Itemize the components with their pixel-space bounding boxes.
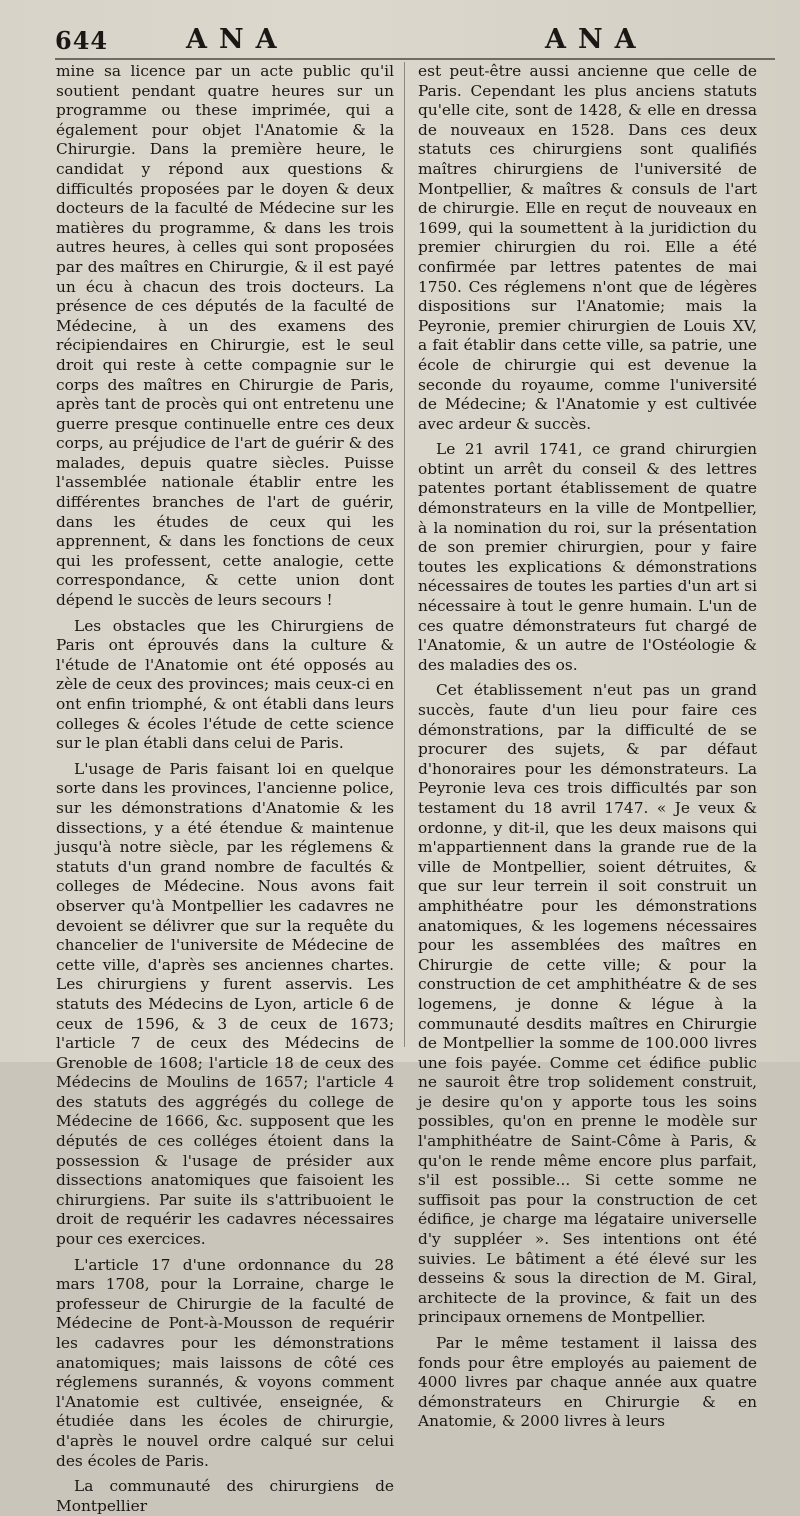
paragraph: est peut-être aussi ancienne que celle de Paris. Cependant les plus anciens statuts qu'elle cite, sont de 1428, & elle en dressa de nouveaux en 1528. Dans ces deux statuts ces chirurgiens sont qualifiés maîtres chirurgiens de l'université de Montpellier, & maîtres & consuls de l'art de chirurgie. Elle en reçut de nouveaux en 1699, qui la soumettent à la juridiction du premier chirurgien du roi. Elle a été confirmée par lettres patentes de mai 1750. Ces réglemens n'ont que de légères dispositions sur l'Anatomie; mais la Peyronie, premier chirurgien de Louis XV, a fait établir dans cette ville, sa patrie, une école de chirurgie qui est devenue la seconde du royaume, comme l'université de Médecine; & l'Anatomie y est cultivée avec ardeur & succès. [418,62,757,433]
left-column [56,62,394,1516]
paragraph: Le 21 avril 1741, ce grand chirurgien obtint un arrêt du conseil & des lettres patentes portant établissement de quatre démonstrateurs en la ville de Montpellier, à la nomination du roi, sur la présentation de son premier chirurgien, pour y faire toutes les explications & démonstrations nécessaires de toutes les parties d'un art si nécessaire à tout le genre humain. L'un de ces quatre démonstrateurs fut chargé de l'Anatomie, & un autre de l'Ostéologie & des maladies des os. [418,440,757,674]
header-rule [55,58,775,60]
left-running-head: ANA [186,24,289,55]
right-column [418,62,757,1432]
column-divider [404,62,405,1047]
paragraph: L'article 17 d'une ordonnance du 28 mars 1708, pour la Lorraine, charge le professeur de Chirurgie de la faculté de Médecine de Pont-à-Mousson de requérir les cadavres pour les démonstrations anatomiques; mais laissons de côté ces réglemens surannés, & voyons comment l'Anatomie est cultivée, enseignée, & étudiée dans les écoles de chirurgie, d'après le nouvel ordre calqué sur celui des écoles de Paris. [56,1255,394,1470]
paragraph: La communauté des chirurgiens de Montpellier [56,1477,394,1515]
paragraph: Cet établissement n'eut pas un grand succès, faute d'un lieu pour faire ces démonstrations, par la difficulté de se procurer des sujets, & par défaut d'honoraires pour les démonstrateurs. La Peyronie leva ces trois difficultés par son testament du 18 avril 1747. « Je veux & ordonne, y dit-il, que les deux maisons qui m'appartiennent dans la grande rue de la ville de Montpellier, soient détruites, & que sur leur terrein il soit construit un amphithéatre pour les démonstrations anatomiques, & les logemens nécessaires pour les assemblées des maîtres en Chirurgie de cette ville; & pour la construction de cet amphithéatre & de ses logemens, je donne & légue à la communauté desdits maîtres en Chirurgie de Montpellier la somme de 100.000 livres une fois payée. Comme cet édifice public ne sauroit être trop solidement construit, je desire qu'on y apporte tous les soins possibles, qu'on en prenne le modèle sur l'amphithéatre de Saint-Côme à Paris, & qu'on le rende même encore plus parfait, s'il est possible... Si cette somme ne suffisoit pas pour la construction de cet édifice, je charge ma légataire universelle d'y suppléer ». Ses intentions ont été suivies. Le bâtiment a été élevé sur les desseins & sous la direction de M. Giral, architecte de la province, & fait un des principaux ornemens de Montpellier. [418,681,757,1327]
paragraph: Les obstacles que les Chirurgiens de Paris ont éprouvés dans la culture & l'étude de l'Anatomie ont été opposés au zèle de ceux des provinces; mais ceux-ci en ont enfin triomphé, & ont établi dans leurs colleges & écoles l'étude de cette science sur le plan établi dans celui de Paris. [56,616,394,753]
paragraph: mine sa licence par un acte public qu'il soutient pendant quatre heures sur un programme ou these imprimée, qui a également pour objet l'Anatomie & la Chirurgie. Dans la première heure, le candidat y répond aux questions & difficultés proposées par le doyen & deux docteurs de la faculté de Médecine sur les matières du programme, & dans les trois autres heures, à celles qui sont proposées par des maîtres en Chirurgie, & il est payé un écu à chacun des trois docteurs. La présence de ces députés de la faculté de Médecine, à un des examens des récipiendaires en Chirurgie, est le seul droit qui reste à cette compagnie sur le corps des maîtres en Chirurgie de Paris, après tant de procès qui ont entretenu une guerre presque continuelle entre ces deux corps, au préjudice de l'art de guérir & des malades, depuis quatre siècles. Puisse l'assemblée nationale établir entre les différentes branches de l'art de guérir, dans les études de ceux qui les apprennent, & dans les fonctions de ceux qui les professent, cette analogie, cette correspondance, & cette union dont dépend le succès de leurs secours ! [56,62,394,610]
right-running-head: ANA [545,24,648,55]
page-number: 644 [55,26,109,55]
paragraph: Par le même testament il laissa des fonds pour être employés au paiement de 4000 livres par chaque année aux quatre démonstrateurs en Chirurgie & en Anatomie, & 2000 livres à leurs [418,1334,757,1431]
paragraph: L'usage de Paris faisant loi en quelque sorte dans les provinces, l'ancienne police, sur les démonstrations d'Anatomie & les dissections, y a été étendue & maintenue jusqu'à notre siècle, par les réglemens & statuts d'un grand nombre de facultés & colleges de Médecine. Nous avons fait observer qu'à Montpellier les cadavres ne devoient se délivrer que sur la requête du chancelier de l'universite de Médecine de cette ville, d'après ses anciennes chartes. Les chirurgiens y furent asservis. Les statuts des Médecins de Lyon, article 6 de ceux de 1596, & 3 de ceux de 1673; l'article 7 de ceux des Médecins de Grenoble de 1608; l'article 18 de ceux des Médecins de Moulins de 1657; l'article 4 des statuts des aggrégés du college de Médecine de 1666, &c. supposent que les députés de ces colléges étoient dans la possession & l'usage de présider aux dissections anatomiques que faisoient les chirurgiens. Par suite ils s'attribuoient le droit de requérir les cadavres nécessaires pour ces exercices. [56,759,394,1249]
